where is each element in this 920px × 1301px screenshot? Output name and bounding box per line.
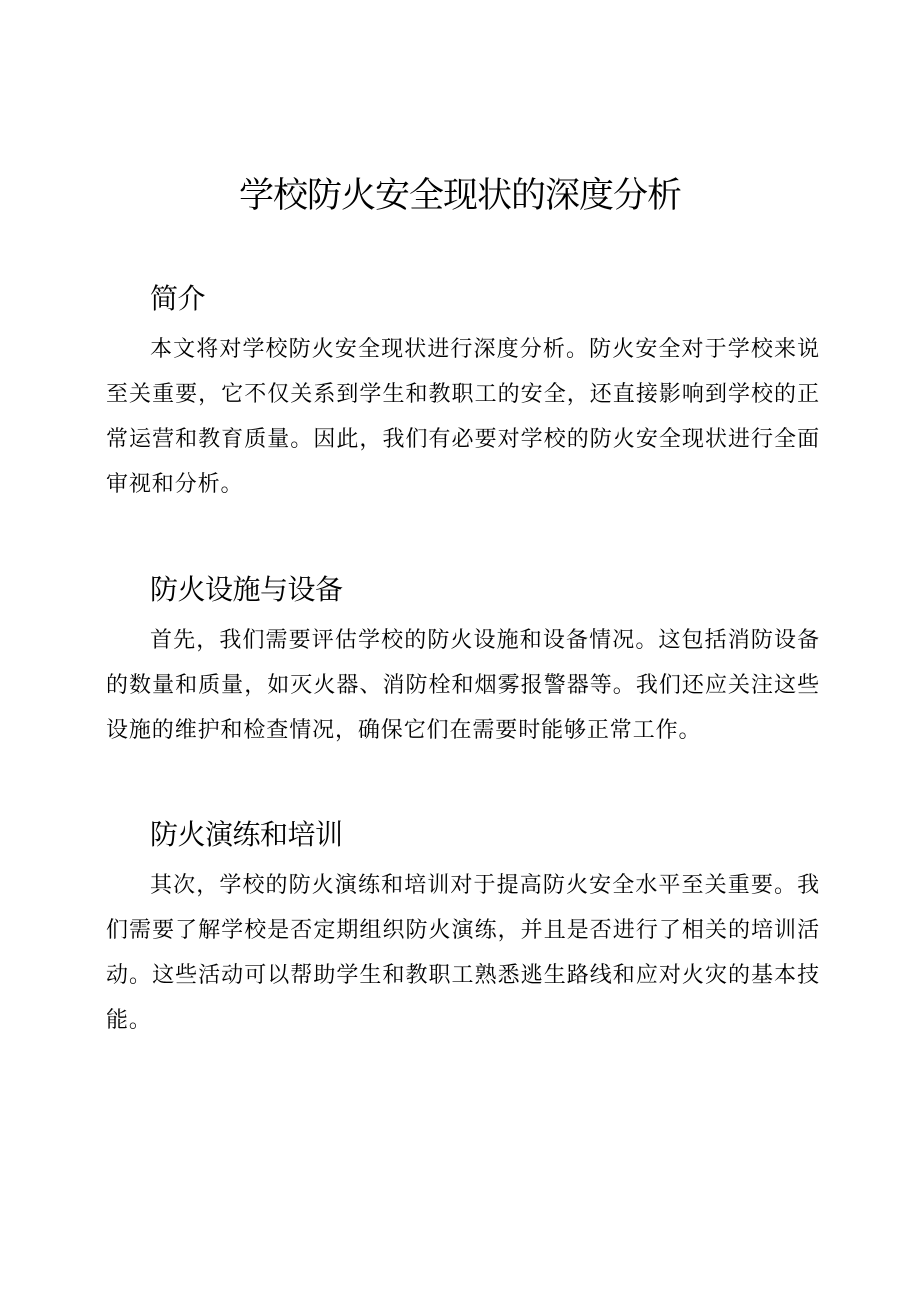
section-heading-intro: 简介 [150, 282, 206, 315]
section-body-drills: 其次，学校的防火演练和培训对于提高防火安全水平至关重要。我们需要了解学校是否定期组织防火演练，并且是否进行了相关的培训活动。这些活动可以帮助学生和教职工熟悉逃生路线和应对火灾的基本技能。 [106, 873, 820, 1033]
section-heading-facilities: 防火设施与设备 [150, 573, 343, 606]
document-title: 学校防火安全现状的深度分析 [238, 176, 681, 216]
section-heading-drills: 防火演练和培训 [150, 818, 343, 851]
section-body-facilities: 首先，我们需要评估学校的防火设施和设备情况。这包括消防设备的数量和质量，如灭火器、消防栓和烟雾报警器等。我们还应关注这些设施的维护和检查情况，确保它们在需要时能够正常工作。 [106, 628, 820, 743]
section-body-intro: 本文将对学校防火安全现状进行深度分析。防火安全对于学校来说至关重要，它不仅关系到学生和教职工的安全，还直接影响到学校的正常运营和教育质量。因此，我们有必要对学校的防火安全现状进行全面审视和分析。 [106, 337, 820, 497]
